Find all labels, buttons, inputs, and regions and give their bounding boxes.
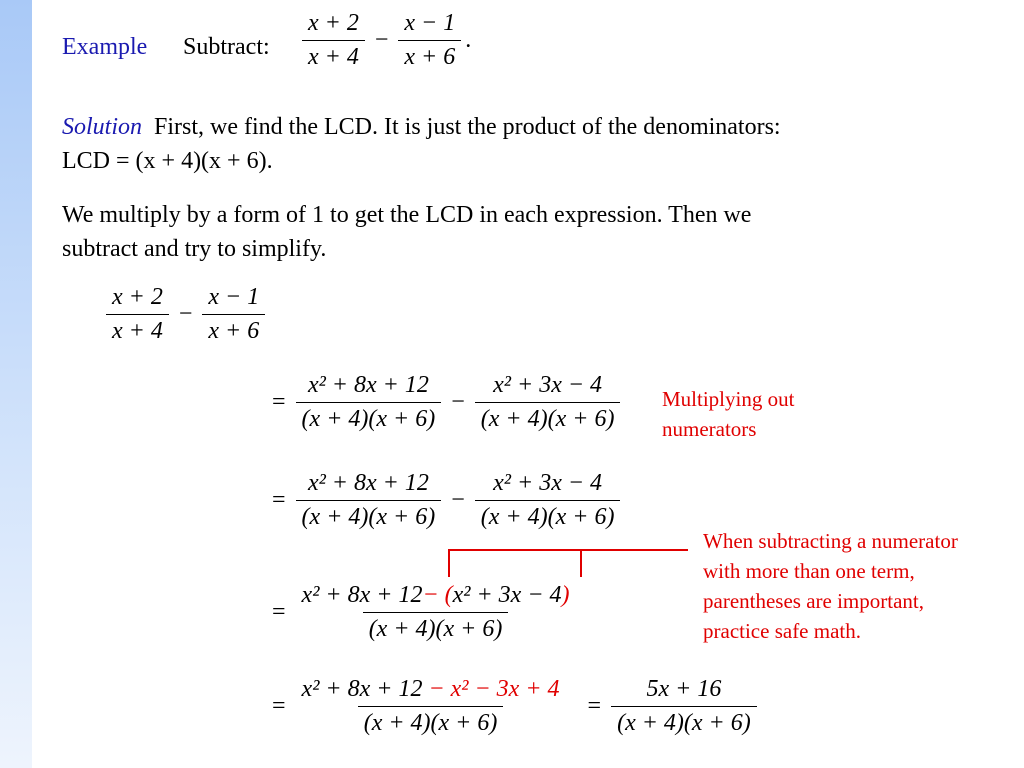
note-line: When subtracting a numerator — [703, 529, 958, 553]
paragraph-line-2: subtract and try to simplify. — [62, 236, 327, 262]
denominator: x + 4 — [106, 314, 169, 345]
example-label: Example — [62, 34, 148, 60]
fraction — [611, 676, 757, 737]
note-subtracting — [703, 526, 958, 646]
numerator: x − 1 — [404, 10, 456, 36]
denominator: (x + 4)(x + 6) — [475, 500, 621, 531]
solution-line — [62, 110, 781, 144]
fraction — [398, 10, 461, 71]
solution-label: Solution — [62, 114, 143, 140]
denominator: (x + 4)(x + 6) — [296, 402, 442, 433]
slide-sidebar — [0, 0, 32, 768]
note-line: with more than one term, — [703, 559, 915, 583]
denominator: x + 6 — [398, 40, 461, 71]
period: . — [465, 27, 472, 53]
numerator: x + 2 — [112, 284, 163, 310]
denominator: (x + 4)(x + 6) — [611, 706, 757, 737]
numerator-part: x² + 8x + 12 — [301, 582, 423, 608]
minus-sign: − — [451, 487, 465, 513]
numerator: x² + 3x − 4 — [493, 372, 603, 398]
numerator: x² + 8x + 12 — [307, 470, 429, 496]
bracket-left — [448, 549, 450, 577]
numerator: x² + 3x − 4 — [493, 470, 603, 496]
equals-sign: = — [587, 693, 602, 719]
equals-sign: = — [272, 599, 286, 625]
note-line: Multiplying out — [662, 387, 795, 411]
paragraph-line-1: We multiply by a form of 1 to get the LCD in each expression. Then we — [62, 202, 752, 228]
fraction — [202, 284, 265, 345]
fraction — [106, 284, 169, 345]
denominator: x + 4 — [302, 40, 365, 71]
denominator: (x + 4)(x + 6) — [358, 706, 504, 737]
bracket-top — [448, 549, 688, 551]
fraction — [296, 676, 566, 737]
denominator: (x + 4)(x + 6) — [475, 402, 621, 433]
lcd-line: LCD = (x + 4)(x + 6). — [62, 148, 273, 174]
denominator: (x + 4)(x + 6) — [296, 500, 442, 531]
minus-sign: − — [451, 389, 465, 415]
fraction — [296, 582, 576, 643]
fraction — [302, 10, 365, 71]
numerator: x² + 8x + 12 — [307, 372, 429, 398]
note-line: numerators — [662, 417, 757, 441]
example-expression — [298, 10, 471, 71]
denominator: x + 6 — [202, 314, 265, 345]
note-multiplying — [662, 384, 794, 444]
numerator-part-red: − ( — [422, 582, 453, 608]
step-4 — [266, 676, 761, 737]
numerator-part: x² + 8x + 12 — [301, 676, 423, 702]
note-line: practice safe math. — [703, 619, 861, 643]
minus-sign: − — [178, 301, 193, 327]
step-2 — [266, 470, 624, 531]
numerator: 5x + 16 — [646, 676, 722, 702]
numerator-part-red: ) — [561, 582, 570, 608]
equals-sign: = — [272, 487, 286, 513]
original-expression — [102, 284, 269, 345]
minus-sign: − — [374, 27, 389, 53]
step-1 — [266, 372, 624, 433]
numerator — [296, 582, 576, 612]
bracket-right — [580, 549, 582, 577]
step-3 — [266, 582, 580, 643]
fraction — [296, 372, 442, 433]
numerator: x + 2 — [308, 10, 359, 36]
numerator — [296, 676, 566, 706]
equals-sign: = — [272, 693, 286, 719]
solution-text: First, we find the LCD. It is just the product of the denominators: — [154, 114, 781, 140]
numerator-part: x² + 3x − 4 — [452, 582, 562, 608]
fraction — [296, 470, 442, 531]
fraction — [475, 372, 621, 433]
numerator-part-red: − x² − 3x + 4 — [428, 676, 560, 702]
denominator: (x + 4)(x + 6) — [363, 612, 509, 643]
example-prompt: Subtract: — [183, 34, 270, 60]
fraction — [475, 470, 621, 531]
numerator: x − 1 — [208, 284, 260, 310]
equals-sign: = — [272, 389, 286, 415]
note-line: parentheses are important, — [703, 589, 924, 613]
